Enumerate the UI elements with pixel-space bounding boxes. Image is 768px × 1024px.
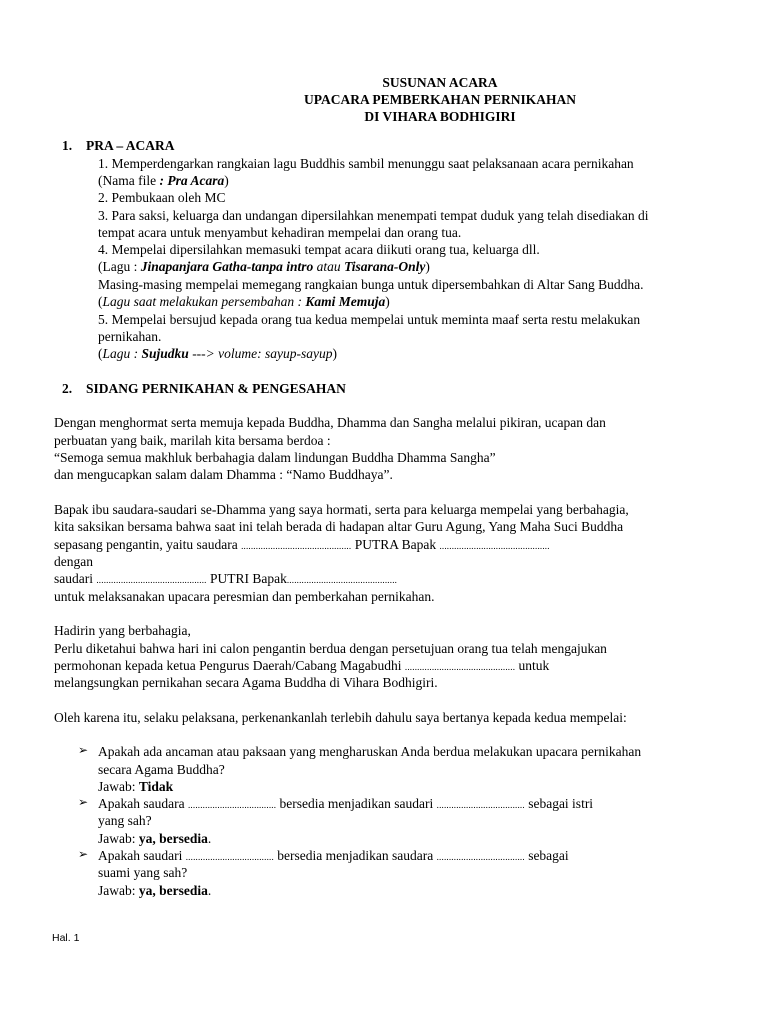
item3-text: 3. Para saksi, keluarga dan undangan dipersilahkan menempati tempat duduk yang telah disediakan di: [98, 208, 649, 223]
blank-magabudhi: .............................................: [404, 662, 516, 672]
blank-groom-name: .............................................: [241, 541, 352, 551]
section1-number: 1.: [62, 138, 73, 153]
item1-file: (Nama file : Pra Acara): [98, 173, 229, 188]
blank-bride-father: .............................................: [286, 575, 398, 585]
p2-line: kita saksikan bersama bahwa saat ini telah berada di hadapan altar Guru Agung, Yang Maha Suci Buddha: [54, 519, 624, 534]
p4-line: Oleh karena itu, selaku pelaksana, perkenankanlah terlebih dahulu saya bertanya kepada kedua mempelai:: [54, 710, 627, 725]
p1-line: Dengan menghormat serta memuja kepada Buddha, Dhamma dan Sangha melalui pikiran, ucapan dan: [54, 415, 606, 430]
p2-line: untuk melaksanakan upacara peresmian dan pemberkahan pernikahan.: [54, 589, 435, 604]
question-3: Apakah saudari .................................... bersedia menjadikan saudara .................................... sebagai: [98, 848, 569, 863]
item4-song: (Lagu : Jinapanjara Gatha-tanpa intro atau Tisarana-Only): [98, 259, 430, 274]
question-1: Apakah ada ancaman atau paksaan yang mengharuskan Anda berdua melakukan upacara pernikahan: [98, 744, 642, 759]
answer-1: Jawab: Tidak: [98, 779, 174, 794]
item5-song: (Lagu : Sujudku ---> volume: sayup-sayup): [98, 346, 338, 361]
p2-line: dengan: [54, 554, 93, 569]
section2-title: SIDANG PERNIKAHAN & PENGESAHAN: [86, 381, 346, 396]
document-location: DI VIHARA BODHIGIRI: [364, 109, 516, 124]
p1-line: “Semoga semua makhluk berbahagia dalam lindungan Buddha Dhamma Sangha”: [54, 450, 496, 465]
item5-text: 5. Mempelai bersujud kepada orang tua kedua mempelai untuk meminta maaf serta restu melakukan: [98, 312, 641, 327]
p3-line: Hadirin yang berbahagia,: [54, 623, 191, 638]
item1-text: 1. Memperdengarkan rangkaian lagu Buddhis sambil menunggu saat pelaksanaan acara pernikahan: [98, 156, 634, 171]
p3-line: Perlu diketahui bahwa hari ini calon pengantin berdua dengan persetujuan orang tua telah mengajukan: [54, 641, 607, 656]
blank-bride: ....................................: [185, 852, 274, 862]
blank-groom: ....................................: [436, 852, 525, 862]
p3-line: melangsungkan pernikahan secara Agama Buddha di Vihara Bodhigiri.: [54, 675, 438, 690]
blank-bride-name: .............................................: [96, 575, 207, 585]
section1-title: PRA – ACARA: [86, 138, 175, 153]
item4-text: 4. Mempelai dipersilahkan memasuki tempat acara diikuti orang tua, keluarga dll.: [98, 242, 540, 257]
item3-text-cont: tempat acara untuk menyambut kehadiran mempelai dan orang tua.: [98, 225, 462, 240]
item5-text-cont: pernikahan.: [98, 329, 162, 344]
question-1-cont: secara Agama Buddha?: [98, 762, 225, 777]
document-title: SUSUNAN ACARA: [382, 75, 498, 90]
flowers-song: (Lagu saat melakukan persembahan : Kami Memuja): [98, 294, 390, 309]
blank-groom: ....................................: [187, 800, 277, 810]
question-2-cont: yang sah?: [98, 813, 152, 828]
question-3-cont: suami yang sah?: [98, 865, 188, 880]
bullet-arrow-icon: ➢: [78, 847, 89, 861]
answer-2: Jawab: ya, bersedia.: [98, 831, 212, 846]
item2-text: 2. Pembukaan oleh MC: [98, 190, 226, 205]
p1-line: perbuatan yang baik, marilah kita bersama berdoa :: [54, 433, 331, 448]
answer-3: Jawab: ya, bersedia.: [98, 883, 212, 898]
p2-line: Bapak ibu saudara-saudari se-Dhamma yang saya hormati, serta para keluarga mempelai yang berbahagia,: [54, 502, 629, 517]
bullet-arrow-icon: ➢: [78, 795, 89, 809]
question-2: Apakah saudara .................................... bersedia menjadikan saudari .................................... sebagai istri: [98, 796, 594, 811]
p2-line-groom: sepasang pengantin, yaitu saudara ............................................. PUTRA Bapak .............................................: [54, 537, 550, 552]
document-subtitle: UPACARA PEMBERKAHAN PERNIKAHAN: [304, 92, 576, 107]
flowers-text: Masing-masing mempelai memegang rangkaian bunga untuk dipersembahkan di Altar Sang Buddha.: [98, 277, 644, 292]
p2-line-bride: saudari ............................................. PUTRI Bapak.............................................: [54, 571, 398, 586]
page-number: Hal. 1: [52, 932, 80, 944]
blank-bride: ....................................: [436, 800, 525, 810]
p1-line: dan mengucapkan salam dalam Dhamma : “Namo Buddhaya”.: [54, 467, 393, 482]
p3-line-magabudhi: permohonan kepada ketua Pengurus Daerah/Cabang Magabudhi ............................................. untuk: [54, 658, 550, 673]
section2-number: 2.: [62, 381, 73, 396]
blank-groom-father: .............................................: [439, 541, 550, 551]
bullet-arrow-icon: ➢: [78, 743, 89, 757]
